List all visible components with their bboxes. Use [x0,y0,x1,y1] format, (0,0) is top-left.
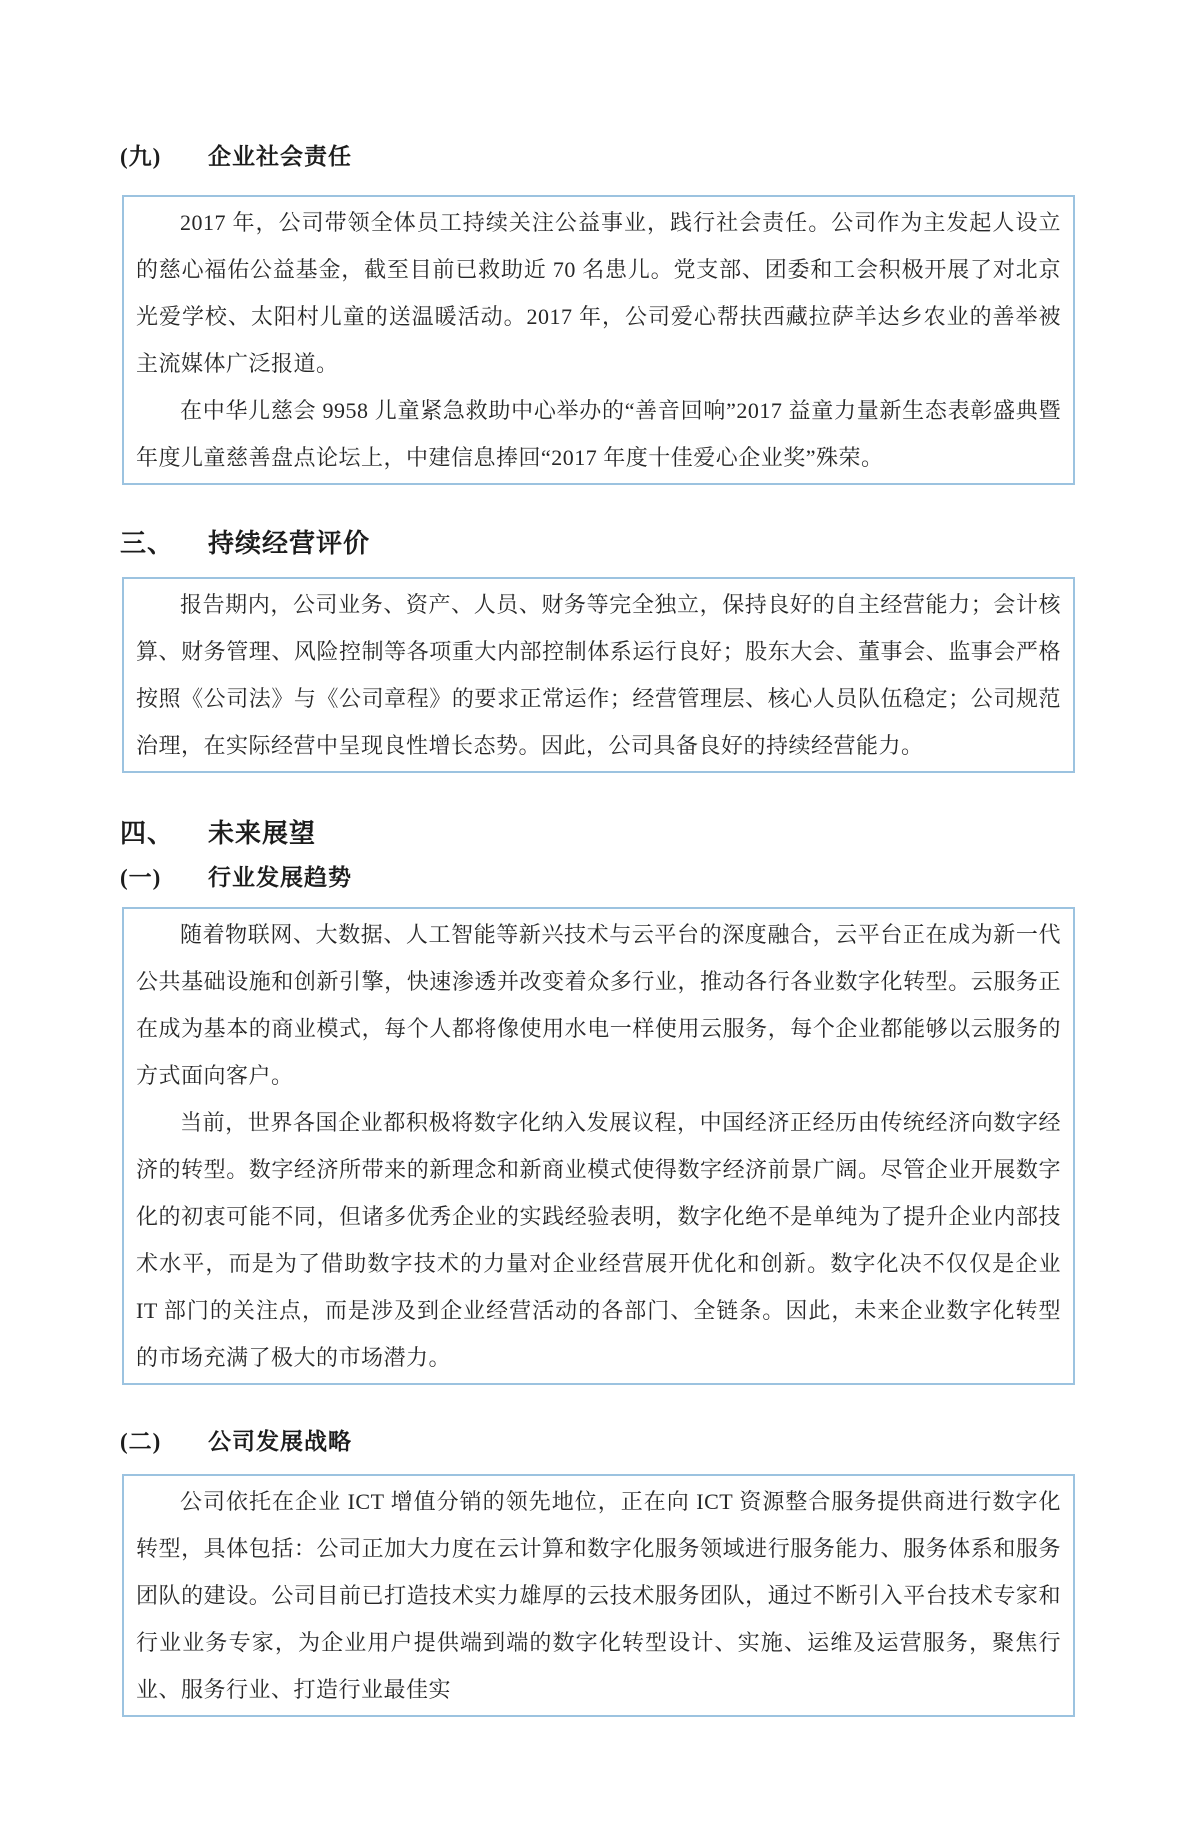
heading-csr [120,142,1080,172]
heading-outlook-number: 四、 [120,819,175,848]
paragraph-csr-2: 在中华儿慈会 9958 儿童紧急救助中心举办的“善音回响”2017 益童力量新生态表彰盛典暨年度儿童慈善盘点论坛上，中建信息捧回“2017 年度十佳爱心企业奖”殊荣。 [136,398,1061,470]
report-page [0,142,1200,1839]
heading-outlook-title: 未来展望 [208,819,317,848]
heading-outlook [120,817,1080,851]
heading-company-strategy-title: 公司发展战略 [208,1429,352,1454]
textbox-company-strategy [122,1474,1075,1717]
heading-company-strategy [120,1427,1080,1457]
textbox-csr [122,195,1075,485]
textbox-going-concern [122,577,1075,773]
heading-csr-title: 企业社会责任 [208,144,352,169]
heading-industry-trend-title: 行业发展趋势 [208,865,352,890]
textbox-industry-trend [122,907,1075,1385]
heading-csr-number: (九) [120,144,162,169]
heading-company-strategy-number: (二) [120,1429,162,1454]
paragraph-going-concern: 报告期内，公司业务、资产、人员、财务等完全独立，保持良好的自主经营能力；会计核算、财务管理、风险控制等各项重大内部控制体系运行良好；股东大会、董事会、监事会严格按照《公司法》与《公司章程》的要求正常运作；经营管理层、核心人员队伍稳定；公司规范治理，在实际经营中呈现良性增长态势。因此，公司具备良好的持续经营能力。 [136,592,1061,758]
heading-industry-trend-number: (一) [120,865,162,890]
heading-going-concern-number: 三、 [120,529,175,558]
paragraph-industry-trend-1: 随着物联网、大数据、人工智能等新兴技术与云平台的深度融合，云平台正在成为新一代公共基础设施和创新引擎，快速渗透并改变着众多行业，推动各行各业数字化转型。云服务正在成为基本的商业模式，每个人都将像使用水电一样使用云服务，每个企业都能够以云服务的方式面向客户。 [136,922,1061,1088]
paragraph-industry-trend-2: 当前，世界各国企业都积极将数字化纳入发展议程，中国经济正经历由传统经济向数字经济的转型。数字经济所带来的新理念和新商业模式使得数字经济前景广阔。尽管企业开展数字化的初衷可能不同，但诸多优秀企业的实践经验表明，数字化绝不是单纯为了提升企业内部技术水平，而是为了借助数字技术的力量对企业经营展开优化和创新。数字化决不仅仅是企业 IT 部门的关注点，而是涉及到企业经营活动的各部门、全链条。因此，未来企业数字化转型的市场充满了极大的市场潜力。 [136,1110,1061,1370]
heading-going-concern [120,527,1080,561]
heading-industry-trend [120,863,1080,893]
paragraph-company-strategy: 公司依托在企业 ICT 增值分销的领先地位，正在向 ICT 资源整合服务提供商进行数字化转型，具体包括：公司正加大力度在云计算和数字化服务领域进行服务能力、服务体系和服务团队的建设。公司目前已打造技术实力雄厚的云技术服务团队，通过不断引入平台技术专家和行业业务专家，为企业用户提供端到端的数字化转型设计、实施、运维及运营服务，聚焦行业、服务行业、打造行业最佳实 [136,1489,1061,1702]
heading-going-concern-title: 持续经营评价 [208,529,371,558]
paragraph-csr-1: 2017 年，公司带领全体员工持续关注公益事业，践行社会责任。公司作为主发起人设立的慈心福佑公益基金，截至目前已救助近 70 名患儿。党支部、团委和工会积极开展了对北京光爱学校、太阳村儿童的送温暖活动。2017 年，公司爱心帮扶西藏拉萨羊达乡农业的善举被主流媒体广泛报道。 [136,210,1061,376]
